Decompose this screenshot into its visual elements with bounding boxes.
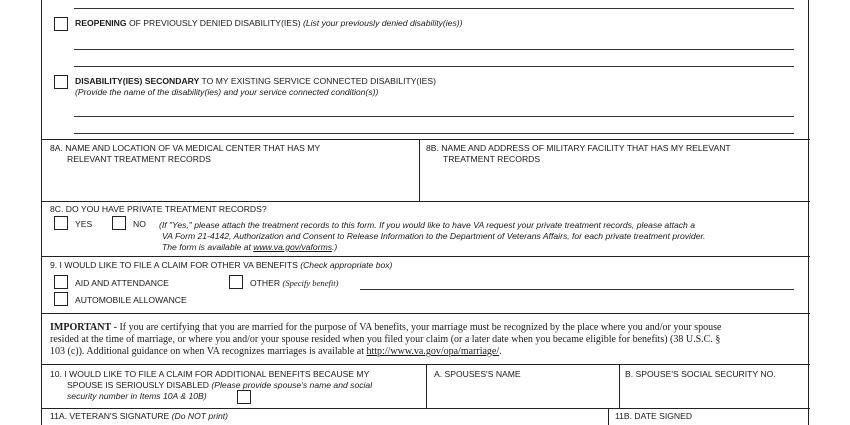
spouse-ssn-field[interactable] <box>623 380 807 407</box>
8c-no-label: NO <box>133 219 146 229</box>
8c-note-line3: The form is available at www.va.gov/vaforms.) <box>162 242 338 252</box>
8c-yes-checkbox[interactable] <box>54 216 68 230</box>
important-notice-line3: 103 (c)). Additional guidance on when VA recognizes marriages is available at http://www.va.gov/opa/marriage/. <box>50 346 502 357</box>
veteran-signature-field[interactable] <box>46 420 604 425</box>
secondary-write-line-1[interactable] <box>74 116 794 117</box>
divider-10-10a <box>426 364 427 408</box>
other-benefit-checkbox[interactable] <box>229 275 243 289</box>
reopening-checkbox[interactable] <box>54 17 68 31</box>
automobile-allowance-checkbox[interactable] <box>54 292 68 306</box>
item-8a-field[interactable] <box>46 166 416 200</box>
automobile-allowance-label: AUTOMOBILE ALLOWANCE <box>75 295 187 305</box>
item-8b-field[interactable] <box>423 166 806 200</box>
spouse-name-field[interactable] <box>430 380 616 407</box>
marriage-guidance-link[interactable]: http://www.va.gov/opa/marriage/ <box>366 346 500 357</box>
8c-note-line1: (If "Yes," please attach the treatment records to this form. If you would like to have VA request your private treatment records, please attach a <box>159 220 696 230</box>
secondary-disability-checkbox[interactable] <box>54 75 68 89</box>
divider-8a-8b <box>419 139 420 201</box>
item-8b-label-line2: TREATMENT RECORDS <box>443 154 541 164</box>
8c-note-line2: VA Form 21-4142, Authorization and Consent to Release Information to the Department of Veterans Affairs, for each private treatment provider. <box>162 231 706 241</box>
vaforms-link[interactable]: www.va.gov/vaforms <box>253 242 333 252</box>
reopening-write-line-1[interactable] <box>74 49 794 50</box>
secondary-disability-note: (Provide the name of the disability(ies) and your service connected condition(s)) <box>75 87 379 97</box>
reopening-label: REOPENING OF PREVIOUSLY DENIED DISABILITY(IES) (List your previously denied disability(ies)) <box>75 18 463 28</box>
important-notice-line1: IMPORTANT - If you are certifying that you are married for the purpose of VA benefits, your marriage must be recognized by the place where you and/or your spouse <box>50 322 722 333</box>
divider-11 <box>42 408 810 409</box>
secondary-write-line-2[interactable] <box>74 133 794 134</box>
item-11b-label: 11B. DATE SIGNED <box>615 411 693 421</box>
divider-9 <box>42 256 810 257</box>
divider-11a-11b <box>608 408 609 425</box>
divider-important <box>42 313 810 314</box>
aid-attendance-checkbox[interactable] <box>54 275 68 289</box>
item-8a-label-line2: RELEVANT TREATMENT RECORDS <box>67 154 211 164</box>
other-benefit-write-line[interactable] <box>360 289 794 290</box>
divider-8c <box>42 201 810 202</box>
other-benefit-label: OTHER (Specify benefit) <box>250 278 339 288</box>
reopening-write-line-2[interactable] <box>74 66 794 67</box>
spouse-disabled-checkbox[interactable] <box>237 390 251 404</box>
form-frame <box>41 0 809 425</box>
item-9-question: 9. I WOULD LIKE TO FILE A CLAIM FOR OTHER VA BENEFITS (Check appropriate box) <box>50 260 393 270</box>
divider-10a-10b <box>619 364 620 408</box>
item-10-label-line1: 10. I WOULD LIKE TO FILE A CLAIM FOR ADDITIONAL BENEFITS BECAUSE MY <box>50 369 370 379</box>
item-10b-label: B. SPOUSE'S SOCIAL SECURITY NO. <box>625 369 776 379</box>
item-8a-label: 8A. NAME AND LOCATION OF VA MEDICAL CENTER THAT HAS MY <box>50 143 321 153</box>
secondary-disability-label: DISABILITY(IES) SECONDARY TO MY EXISTING SERVICE CONNECTED DISABILITY(IES) <box>75 76 437 86</box>
previous-item-write-line[interactable] <box>74 8 794 9</box>
8c-yes-label: YES <box>75 219 93 229</box>
item-10-label-line3: security number in Items 10A & 10B) <box>67 391 207 401</box>
aid-attendance-label: AID AND ATTENDANCE <box>75 278 169 288</box>
divider-8 <box>42 139 810 140</box>
item-8b-label: 8B. NAME AND ADDRESS OF MILITARY FACILITY THAT HAS MY RELEVANT <box>426 143 731 153</box>
item-10a-label: A. SPOUSES'S NAME <box>434 369 521 379</box>
important-notice-line2: resided at the time of marriage, or where you and/or your spouse resided when you filed your claim (or a later date when you became eligible for benefits) (38 U.S.C. § <box>50 334 721 345</box>
item-11a-label: 11A. VETERAN'S SIGNATURE (Do NOT print) <box>50 411 229 421</box>
8c-no-checkbox[interactable] <box>112 216 126 230</box>
date-signed-field[interactable] <box>612 420 807 425</box>
item-8c-question: 8C. DO YOU HAVE PRIVATE TREATMENT RECORDS? <box>50 204 267 214</box>
item-10-label-line2: SPOUSE IS SERIOUSLY DISABLED (Please provide spouse's name and social <box>67 380 373 390</box>
